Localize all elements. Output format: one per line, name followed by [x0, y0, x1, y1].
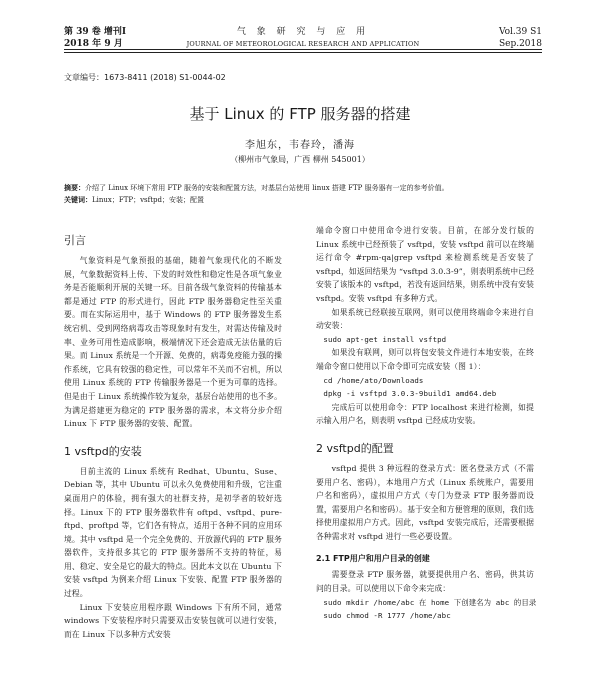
volume-label: 第 39 卷 增刊Ⅰ	[64, 27, 127, 37]
section-heading-intro: 引言	[64, 234, 86, 247]
command-apt-install: sudo apt-get install vsftpd	[323, 334, 447, 344]
keywords	[64, 194, 544, 206]
left-column	[64, 224, 282, 641]
command-dpkg: dpkg -i vsftpd 3.0.3-9build1 amd64.deb	[323, 389, 497, 399]
article-number: 文章编号：1673-8411 (2018) S1-0044-02	[64, 73, 226, 82]
abstract-block	[64, 182, 544, 206]
install-paragraph-1: 目前主流的 Linux 系统有 Redhat、Ubuntu、Suse、Debian 等，其中 Ubuntu 可以永久免费使用和升级，它注重桌面用户的体验，拥有强大的社群支持，是初学者的较好选择。Linux 下的 FTP 服务器软件有 oftpd、vsftpd、pure-ftpd、proftpd 等，它们各有特点，适用于各种不同的应用环境。其中 vsftpd 是一个完全免费的、开放源代码的 FTP 服务器软件，支持很多其它的 FTP 服务器所不支持的特征，易用、稳定、安全是它的最大的特点。因此本文以在 Ubuntu 下安装 vsftpd 为例来介绍 Linux 下安装、配置 FTP 服务器的过程。	[64, 466, 282, 599]
install-paragraph-3: 端命令窗口中使用命令进行安装。目前，在部分发行版的 Linux 系统中已经预装了 vsftpd，安装 vsftpd 前可以在终端运行命令 #rpm-qa|grep vsftpd 来检测系统是否安装了 vsftpd，如返回结果为 “vsftpd 3.0.3-9”，则表明系统中已经安装了该版本的 vsftpd，若没有返回结果，则系统中没有安装 vsftpd。安装 vsftpd 有多种方式。	[316, 226, 534, 303]
install-paragraph-2: Linux 下安装应用程序跟 Windows 下有所不同，通常 windows 下安装程序时只需要双击安装包就可以进行安装，而在 Linux 下以多种方式安装	[64, 602, 282, 639]
section-heading-install: 1 vsftpd的安装	[64, 444, 142, 458]
section-heading-config: 2 vsftpd的配置	[316, 441, 394, 455]
command-mkdir: sudo mkdir /home/abc 在 home 下创建名为 abc 的目录	[323, 597, 537, 607]
intro-paragraph: 气象资料是气象预报的基础，随着气象现代化的不断发展，气象数据资料上传、下发的时效性和稳定性是各项气象业务是否能顺利开展的关键一环。目前各级气象资料的传输基本都是通过 FTP 的形式进行，因此 FTP 服务器稳定性至关重要。而在实际运用中，基于 Windows 的 FTP 服务器发生系统宕机、受到网络病毒攻击等现象时有发生，对需达传输及时率、业务可用性造成影响，极端情况下还会造成无法估量的后果。而 Linux 系统是一个开源、免费的，病毒免疫能力强的操作系统，它具有较强的稳定性，可以常年不关而不宕机，所以使用 Linux 系统的 FTP 传输服务器是一个更为可靠的选择。但是由于 Linux 系统操作较为复杂，基层台站使用的也不多。为满足搭建更为稳定的 FTP 服务器的需求，本文将分步介绍 Linux 下 FTP 服务器的安装、配置。	[64, 256, 282, 429]
journal-name-en: JOURNAL OF METEOROLOGICAL RESEARCH AND APPLICATION	[186, 40, 420, 48]
running-header	[64, 26, 542, 50]
verify-paragraph: 完成后可以使用命令：FTP localhost 来进行检测，如提示输入用户名，则表明 vsftpd 已经成功安装。	[316, 402, 534, 426]
keywords-text: Linux；FTP；vsftpd；安装；配置	[92, 196, 204, 204]
affiliation: （柳州市气象局，广西 柳州 545001）	[230, 155, 370, 164]
paper-title: 基于 Linux 的 FTP 服务器的搭建	[189, 105, 411, 123]
abstract-text: 介绍了 Linux 环境下常用 FTP 服务的安装和配置方法，对基层台站使用 linux 搭建 FTP 服务器有一定的参考价值。	[85, 184, 449, 192]
config-paragraph: vsftpd 提供 3 种远程的登录方式：匿名登录方式（不需要用户名、密码），本地用户方式（Linux 系统账户，需要用户名和密码），虚拟用户方式（专门为登录 FTP 服务器而设置，需要用户名和密码）。基于安全和方便管理的原则，我们选择使用虚拟用户方式。因此，vsftpd 安装完成后，还需要根据各种需求对 vsftpd 进行一些必要设置。	[316, 463, 534, 541]
issue-date: 2018 年 9 月	[64, 39, 123, 49]
subsection-heading-user: 2.1 FTP用户和用户目录的创建	[316, 554, 430, 564]
abstract-label: 摘要：	[64, 184, 85, 192]
offline-install-paragraph: 如果没有联网，则可以将包安装文件进行本地安装，在终端命令窗口使用以下命令即可完成安装（图 1）：	[316, 348, 534, 371]
command-cd: cd /home/ato/Downloads	[323, 375, 424, 385]
author-list: 李旭东，韦春玲，潘海	[245, 140, 355, 151]
header-rule-thick	[64, 49, 542, 50]
command-chmod: sudo chmod -R 1777 /home/abc	[323, 611, 451, 621]
online-install-paragraph: 如果系统已经联接互联网，则可以使用终端命令来进行自动安装：	[316, 307, 534, 331]
header-rule-thin	[64, 52, 542, 53]
keywords-label: 关键词：	[64, 196, 92, 204]
journal-name-cn: 气 象 研 究 与 应 用	[236, 27, 370, 37]
issue-date-en: Sep.2018	[498, 39, 542, 49]
right-column	[316, 224, 537, 623]
volume-en: Vol.39 S1	[498, 27, 542, 37]
user-dir-paragraph: 需要登录 FTP 服务器，就要提供用户名、密码，供其访问的目录。可以使用以下命令来完成：	[316, 570, 534, 594]
abstract	[64, 182, 544, 194]
